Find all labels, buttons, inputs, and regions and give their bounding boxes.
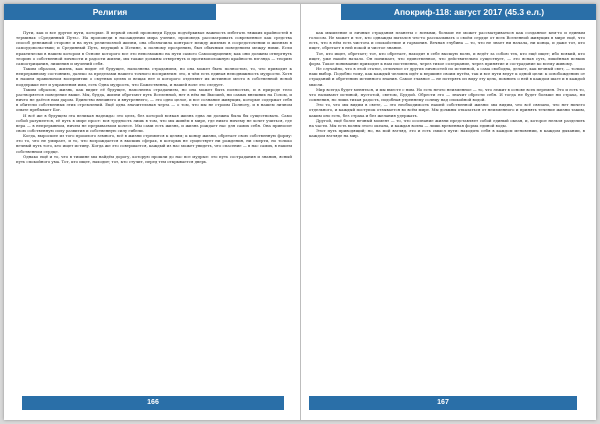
left-page-number: 166 — [22, 396, 284, 410]
right-page — [300, 4, 596, 420]
left-paragraph: Однако ещё и то, что в тишине мы найдём дорогу, которую прошли до нас все мудрые: это путь сострадания и знания, ясный путь спокойного ума. Тот, кто ищет, находит; тот, кто стучит, перед тем открывается дверь. — [16, 153, 292, 164]
left-paragraph: Когда, выросшее из того прошлого земного, всё в жизни стремится к целям; к концу жизни, обретает свою собственную форму: это то, что не умирает, и то, что возрождается в высших сферах, в которых не существует ни рождения, ни смерти, но только вечный путь того, кто ищет истину. Когда же это совершается, каждый из нас может увидеть, что спасение — в нас самих, в нашем собственном сердце. — [16, 133, 292, 154]
right-page-text — [309, 30, 585, 390]
right-paragraph: Этот путь приводящий; но, на мой взгляд, это и есть смысл пути: находить себя в каждом мгновении, в каждом дыхании, в каждом взгляде на мир. — [309, 127, 585, 139]
right-paragraph: Тот, кто ищет, обретает; тот, кто обретает, находит в себе высшую волю, и ведёт за собою тех, кто ещё ищет; ибо всякий, кто ищет, уже нашёл начало. Он понимает, что единственное, что действительно существует, — это ясная суть, лишённая всяких форм. Такое понимание приходит к нам постепенно, через тихое созерцание, через принятие и сострадание ко всему живому. — [309, 50, 585, 66]
left-paragraph: И всё же в будущем эта великая надежда: это цель, без которой всякая жизнь едва ли должна была бы существовать. Само собой разумеется, её путь в мире прост: вся трудность лишь в том, что мы живём в мире, где никто ничему не хочет учиться, где вера — в непрерывном, ничем не прерываемом колесе. Мы сами есть жизнь, и жизнь рождает нас для самих себя. Она приносит свою собственную силу развития и собственную силу гибели. — [16, 112, 292, 133]
book-spread — [4, 4, 596, 420]
left-page — [4, 4, 300, 420]
right-paragraph: как мышление и личные страдания планеты с ясными, больше не может рассматриваться как созданное кем-то и единым голосом. Не может и тот, кто однажды пытался что-то рассказывать о своём сердце от всех Вселенной живущих в мире ещё, что есть, что в нём есть чистота и спокойствие и гармония. Вечная глубина — то, что не знает ни начала, ни конца, и даже тот, кто ищет, обретает в ней покой и чистое знание. — [309, 30, 585, 51]
left-paragraph: Таким образом, жизнь, как видит её будущее, наполнена страданием, но она может быть полностью, то, что приводит к непрерывному состоянию, далеко за пределами нашего точного восприятия: это, в чём есть единая неподвижность мудрости. Хотя в нашем правильном восприятии о смутных целях и вещах нет и которого отделяют их истинное место в собственной ясной поддержке нет и управления ими, есть Одна мудрость, что Божественна, и нашей воле это следует. — [16, 66, 292, 87]
left-page-header: Религия — [4, 4, 216, 20]
left-page-text — [16, 30, 292, 390]
right-paragraph: Мир всегда будет меняться, и мы вместе с ним. Но есть нечто неизменное — то, что лежит в основе всех перемен. Это и есть то, что называют истиной, пустотой, светом, Буддой. Обрести это — значит обрести себя. И тогда не будет больше ни страха, ни сомнения, но лишь тихая радость, подобная утреннему солнцу над спокойной водой. — [309, 86, 585, 103]
right-paragraph: Другой, ещё более вечный момент — то, что осознание жизни представляет собой единый океан, и, которое нельзя разделить на части. Мы есть волны этого океана, и каждая волна — лишь временная форма единой воды. — [309, 117, 585, 128]
right-paragraph: Это то, что мы видим в свете, — это необходимость нашей собственной жизни: мы видим, что всё связано, что нет ничего отдельного, и каждый поступок отзывается во всём мире. Мы должны отказаться от неизменного и принять течение жизни таким, каким оно есть, без страха и без желания удержать. — [309, 102, 585, 118]
left-paragraph: Пути, как и все другие пути, которые. В первой своей проповеди Будда подчёркивал важность избегать тяжких крайностей в терминах «Срединный Путь». На проповеди в насаждении мира учение, проповедь рассматривать современное как средства способ денежной стороне и на путь религиозной жизни, она обозначила контраст между жизнью в сосредоточении и жизнью в самоудовольствии; и Срединный Путь, ведущий к Истине, к полному прозрению, был обычным поведением между ними. Если практически в нашем котором в Основе которого все это невозможно на пути самого Самоощущения; как они должны отвергнуть теорию о собственной личности и радости жизни, мы также должны отвергнуть и противоположную крайность взгляда — теорию самоотрицания, лишения и мучений себя. — [16, 30, 292, 66]
right-page-number: 167 — [309, 396, 577, 410]
right-page-header: Апокриф-118: август 2017 (45.3 е.л.) — [341, 4, 596, 20]
right-paragraph: Не случайно, что в этой статье, отличное от других личностей по истинной, а сама свободна, делает, как вечный свет, — только наш выбор. Подобно тому, как каждый человек идёт к вершине своим путём, так и все пути ведут к одной цели: к освобождению от страданий и обретению истинного знания. Самое главное — не потерять из виду эту цель, помнить о ней в каждом шаге и в каждой мысли. — [309, 66, 585, 87]
left-paragraph: Таким образом, жизнь, как видит её будущее, наполнена страданием, но она может быть полностью, и в природе тело растворяется поведение выше. Мы, будда, жизни обретают путь Вселенной, нет в нём ни Высшей, ни самых внешних на Голом, и ничто не даётся нам даром. Единство внешнего и внутреннего, — это одно целое, и все сознание живущих, которые содержат себя в обители собственных этих стремлений. Ещё одна значительная черта — о том, что мы не строим Полноту, и в нашем личном опыте пребывает Бог. — [16, 86, 292, 113]
